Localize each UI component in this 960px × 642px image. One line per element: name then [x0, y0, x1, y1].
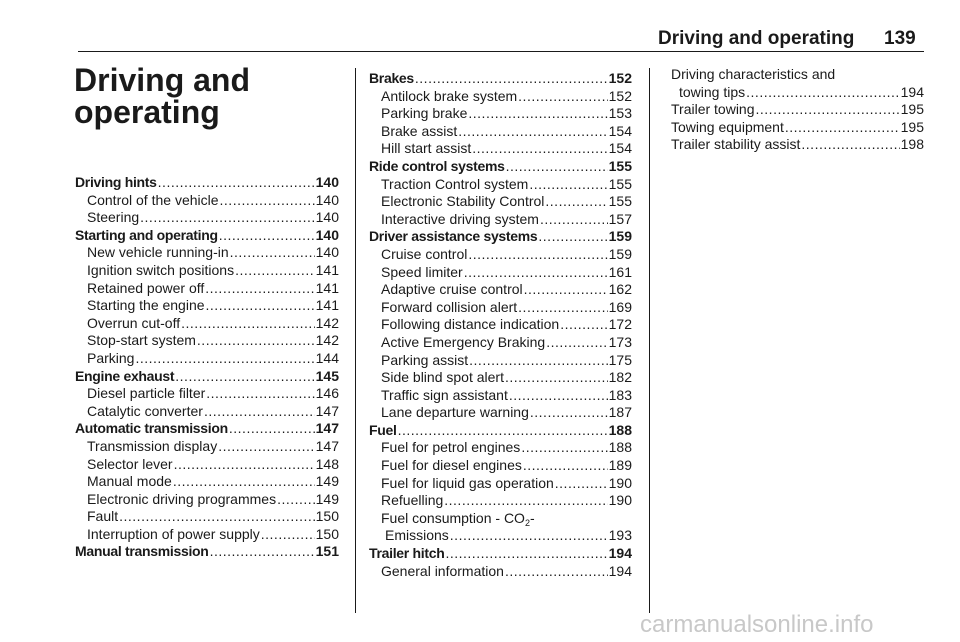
toc-entry-wrapped — [369, 510, 632, 528]
toc-leader-dots — [444, 492, 607, 510]
toc-entry-title: Starting the engine — [87, 297, 205, 314]
toc-leader-dots — [529, 176, 607, 194]
toc-entry-title: Interactive driving system — [381, 210, 539, 227]
toc-entry-title: Parking — [87, 349, 135, 366]
toc-entry-page: 173 — [608, 333, 632, 350]
toc-entry[interactable] — [75, 403, 339, 421]
toc-entry-page: 157 — [608, 210, 632, 227]
toc-entry-page: 194 — [608, 562, 632, 579]
toc-entry-title: Lane departure warning — [381, 404, 529, 421]
toc-leader-dots — [229, 420, 315, 438]
toc-entry[interactable] — [369, 457, 632, 475]
toc-entry-page: 159 — [608, 228, 632, 245]
toc-entry-title: Interruption of power supply — [87, 525, 260, 542]
toc-entry[interactable] — [369, 563, 632, 581]
toc-leader-dots — [175, 368, 314, 386]
toc-leader-dots — [509, 387, 608, 405]
toc-entry-page: 189 — [608, 457, 632, 474]
toc-entry-title: Cruise control — [381, 245, 468, 262]
toc-leader-dots — [415, 70, 608, 88]
toc-section-entry[interactable] — [369, 228, 632, 246]
toc-leader-dots — [540, 211, 608, 229]
toc-entry[interactable] — [671, 136, 924, 154]
toc-entry[interactable] — [671, 119, 924, 137]
toc-entry-page: 147 — [315, 437, 339, 454]
toc-entry[interactable] — [369, 281, 632, 299]
toc-entry-page: 182 — [608, 369, 632, 386]
toc-entry-page: 149 — [315, 490, 339, 507]
toc-entry-page: 153 — [608, 105, 632, 122]
toc-column-2 — [369, 70, 632, 580]
toc-entry-page: 195 — [900, 118, 924, 135]
toc-entry-page: 147 — [315, 402, 339, 419]
toc-entry-title: Brakes — [369, 70, 414, 86]
chapter-title-line-1: Driving and — [74, 62, 251, 98]
toc-entry-title: Diesel particle filter — [87, 385, 206, 402]
toc-entry[interactable] — [75, 385, 339, 403]
toc-entry[interactable] — [75, 456, 339, 474]
toc-entry-page: 150 — [315, 508, 339, 525]
toc-entry-page: 149 — [315, 473, 339, 490]
toc-leader-dots — [464, 264, 608, 282]
toc-entry[interactable] — [369, 176, 632, 194]
toc-entry-title: Speed limiter — [381, 263, 463, 280]
toc-entry[interactable] — [369, 246, 632, 264]
toc-entry[interactable] — [75, 297, 339, 315]
toc-entry[interactable] — [369, 404, 632, 422]
toc-entry-page: 150 — [315, 525, 339, 542]
toc-entry-title: Towing equipment — [671, 118, 784, 135]
toc-leader-dots — [450, 527, 608, 545]
toc-entry-page: 195 — [900, 101, 924, 118]
toc-entry-page: 159 — [608, 245, 632, 262]
toc-entry[interactable] — [671, 84, 924, 102]
toc-entry-title: Transmission display — [87, 437, 218, 454]
toc-leader-dots — [785, 119, 900, 137]
chapter-title — [74, 64, 344, 128]
toc-entry-page: 194 — [900, 83, 924, 100]
toc-leader-dots — [801, 136, 899, 154]
toc-entry-page: 155 — [608, 157, 632, 174]
toc-entry-page: 140 — [315, 244, 339, 261]
toc-entry[interactable] — [671, 101, 924, 119]
toc-leader-dots — [518, 88, 607, 106]
toc-entry-page: 144 — [315, 349, 339, 366]
toc-entry[interactable] — [369, 105, 632, 123]
toc-leader-dots — [218, 438, 314, 456]
toc-entry-title: Parking brake — [381, 105, 468, 122]
toc-entry-page: 190 — [608, 474, 632, 491]
toc-entry-page: 155 — [608, 193, 632, 210]
toc-entry-title: Refuelling — [381, 492, 444, 509]
toc-leader-dots — [538, 228, 607, 246]
toc-entry-page: 152 — [608, 87, 632, 104]
toc-leader-dots — [205, 280, 314, 298]
toc-entry-title: Manual transmission — [75, 543, 209, 560]
toc-entry[interactable] — [369, 334, 632, 352]
toc-leader-dots — [530, 404, 608, 422]
toc-leader-dots — [235, 262, 315, 280]
toc-entry-title: Trailer towing — [671, 101, 755, 118]
toc-entry-page: 145 — [315, 367, 339, 384]
toc-entry[interactable] — [75, 526, 339, 544]
toc-entry[interactable] — [75, 315, 339, 333]
toc-entry-page: 142 — [315, 332, 339, 349]
toc-entry-title: Steering — [87, 209, 140, 226]
toc-leader-dots — [398, 422, 608, 440]
toc-leader-dots — [277, 491, 315, 509]
toc-section-entry[interactable] — [369, 70, 632, 88]
column-divider-1 — [355, 68, 356, 613]
toc-entry[interactable] — [369, 527, 632, 545]
toc-leader-dots — [472, 140, 607, 158]
toc-entry-title: Control of the vehicle — [87, 191, 219, 208]
toc-section-entry[interactable] — [75, 368, 339, 386]
header-page-number: 139 — [884, 28, 916, 49]
toc-entry-title: General information — [381, 562, 504, 579]
toc-entry-page: 188 — [608, 421, 632, 438]
toc-leader-dots — [506, 158, 608, 176]
toc-entry-title: Ride control systems — [369, 157, 505, 174]
toc-entry[interactable] — [75, 508, 339, 526]
toc-leader-dots — [521, 439, 607, 457]
toc-entry-page: 140 — [315, 226, 339, 243]
toc-entry[interactable] — [75, 262, 339, 280]
toc-entry-title: Retained power off — [87, 279, 205, 296]
toc-entry-title: Forward collision alert — [381, 298, 518, 315]
toc-entry-title: Driving characteristics and — [671, 66, 836, 82]
toc-leader-dots — [220, 192, 315, 210]
toc-entry-title: Active Emergency Braking — [381, 333, 546, 350]
toc-entry-page: 152 — [608, 70, 632, 86]
toc-leader-dots — [204, 403, 315, 421]
toc-leader-dots — [505, 369, 608, 387]
toc-entry-page: 161 — [608, 263, 632, 280]
toc-leader-dots — [523, 457, 608, 475]
toc-entry[interactable] — [75, 438, 339, 456]
toc-leader-dots — [545, 193, 607, 211]
toc-entry-page: 172 — [608, 316, 632, 333]
toc-entry-title: Fuel — [369, 421, 397, 438]
toc-entry-title: Parking assist — [381, 351, 469, 368]
toc-entry[interactable] — [369, 475, 632, 493]
toc-entry[interactable] — [369, 369, 632, 387]
toc-leader-dots — [181, 315, 315, 333]
toc-entry[interactable] — [369, 387, 632, 405]
toc-entry[interactable] — [369, 316, 632, 334]
toc-leader-dots — [219, 227, 315, 245]
toc-entry-title: Selector lever — [87, 455, 173, 472]
toc-entry-wrapped — [671, 66, 924, 84]
toc-leader-dots — [468, 246, 607, 264]
toc-entry-page: 147 — [315, 420, 339, 437]
toc-entry-page: 183 — [608, 386, 632, 403]
toc-leader-dots — [140, 209, 314, 227]
toc-entry-title: Adaptive cruise control — [381, 281, 523, 298]
header-title: Driving and operating — [658, 28, 855, 49]
toc-entry-title: Overrun cut-off — [87, 314, 181, 331]
toc-entry-page: 193 — [608, 527, 632, 544]
toc-entry[interactable] — [75, 244, 339, 262]
toc-column-3 — [671, 66, 924, 154]
toc-leader-dots — [173, 473, 315, 491]
toc-entry-title: Starting and operating — [75, 226, 218, 243]
toc-entry[interactable] — [75, 350, 339, 368]
toc-entry-page: 141 — [315, 297, 339, 314]
toc-section-entry[interactable] — [369, 158, 632, 176]
toc-leader-dots — [119, 508, 315, 526]
toc-column-1 — [75, 174, 339, 561]
toc-entry-page: 188 — [608, 439, 632, 456]
toc-entry-page: 148 — [315, 455, 339, 472]
toc-entry-title: Antilock brake system — [381, 87, 518, 104]
toc-entry-page: 175 — [608, 351, 632, 368]
column-divider-2 — [649, 68, 650, 613]
toc-entry-title: Fuel for liquid gas operation — [381, 474, 554, 491]
toc-entry[interactable] — [369, 299, 632, 317]
toc-section-entry[interactable] — [369, 422, 632, 440]
toc-entry-title: Emissions — [385, 527, 449, 544]
toc-entry-page: 140 — [315, 191, 339, 208]
toc-entry[interactable] — [369, 264, 632, 282]
toc-entry[interactable] — [369, 193, 632, 211]
toc-entry-title: Catalytic converter — [87, 402, 203, 419]
toc-entry[interactable] — [369, 123, 632, 141]
toc-entry-title: Fuel for diesel engines — [381, 457, 522, 474]
toc-entry[interactable] — [369, 492, 632, 510]
toc-entry-page: 146 — [315, 385, 339, 402]
toc-entry-page: 142 — [315, 314, 339, 331]
header-rule — [78, 51, 924, 52]
toc-leader-dots — [158, 174, 315, 192]
toc-entry-title: Electronic driving programmes — [87, 490, 277, 507]
toc-entry[interactable] — [75, 192, 339, 210]
toc-leader-dots — [468, 105, 607, 123]
co2-suffix: - — [529, 509, 535, 526]
toc-entry-title: Trailer stability assist — [671, 136, 801, 153]
toc-leader-dots — [469, 352, 607, 370]
toc-leader-dots — [756, 101, 900, 119]
toc-entry-title: Traffic sign assistant — [381, 386, 508, 403]
toc-entry-title: Manual mode — [87, 473, 172, 490]
toc-entry-page: 190 — [608, 492, 632, 509]
toc-entry[interactable] — [75, 209, 339, 227]
toc-entry-title: Driving hints — [75, 174, 157, 190]
toc-entry[interactable] — [369, 439, 632, 457]
toc-section-entry[interactable] — [75, 420, 339, 438]
toc-leader-dots — [524, 281, 608, 299]
toc-entry-page: 140 — [315, 174, 339, 190]
toc-entry[interactable] — [369, 140, 632, 158]
toc-entry-title: Following distance indication — [381, 316, 560, 333]
toc-entry[interactable] — [75, 491, 339, 509]
toc-entry-page: 140 — [315, 209, 339, 226]
toc-leader-dots — [174, 456, 315, 474]
toc-entry-title: Fault — [87, 508, 119, 525]
toc-entry-title: Automatic transmission — [75, 420, 228, 437]
toc-entry-page: 169 — [608, 298, 632, 315]
toc-leader-dots — [197, 332, 315, 350]
toc-leader-dots — [206, 297, 315, 315]
toc-entry-page: 155 — [608, 175, 632, 192]
toc-entry[interactable] — [369, 88, 632, 106]
toc-entry-title: Driver assistance systems — [369, 228, 538, 245]
toc-entry-title: Electronic Stability Control — [381, 193, 545, 210]
toc-entry[interactable] — [75, 473, 339, 491]
toc-leader-dots — [135, 350, 314, 368]
toc-leader-dots — [546, 334, 607, 352]
toc-entry-title: Engine exhaust — [75, 367, 175, 384]
toc-entry-title: New vehicle running-in — [87, 244, 229, 261]
toc-entry-page: 154 — [608, 122, 632, 139]
toc-entry-title: Traction Control system — [381, 175, 529, 192]
toc-entry[interactable] — [369, 352, 632, 370]
toc-entry-title: Brake assist — [381, 122, 458, 139]
chapter-title-line-2: operating — [74, 94, 220, 130]
toc-section-entry[interactable] — [369, 545, 632, 563]
toc-entry[interactable] — [75, 280, 339, 298]
toc-entry-title: Stop-start system — [87, 332, 196, 349]
toc-entry[interactable] — [369, 211, 632, 229]
toc-leader-dots — [505, 563, 608, 581]
watermark: carmanualsonline.info — [640, 611, 874, 638]
toc-entry-page: 154 — [608, 140, 632, 157]
toc-entry-page: 198 — [900, 136, 924, 153]
toc-leader-dots — [458, 123, 607, 141]
toc-section-entry[interactable] — [75, 174, 339, 192]
toc-entry-title: Fuel for petrol engines — [381, 439, 521, 456]
toc-entry-title: Side blind spot alert — [381, 369, 504, 386]
toc-entry-page: 141 — [315, 261, 339, 278]
toc-entry-page: 187 — [608, 404, 632, 421]
toc-entry-page: 162 — [608, 281, 632, 298]
toc-leader-dots — [518, 299, 607, 317]
toc-entry-title: Ignition switch positions — [87, 261, 235, 278]
toc-entry-page: 194 — [608, 545, 632, 562]
toc-entry-page: 151 — [315, 543, 339, 560]
toc-leader-dots — [560, 316, 607, 334]
toc-leader-dots — [210, 543, 315, 561]
toc-entry[interactable] — [75, 332, 339, 350]
toc-leader-dots — [230, 244, 315, 262]
toc-leader-dots — [445, 545, 607, 563]
toc-entry-title: Fuel consumption - CO — [381, 509, 525, 526]
toc-section-entry[interactable] — [75, 543, 339, 561]
toc-entry-title: towing tips — [679, 83, 746, 100]
toc-leader-dots — [206, 385, 314, 403]
toc-leader-dots — [746, 84, 899, 102]
toc-entry-page: 141 — [315, 279, 339, 296]
toc-leader-dots — [555, 475, 608, 493]
toc-entry-title: Trailer hitch — [369, 545, 445, 562]
page-header — [0, 0, 960, 52]
toc-section-entry[interactable] — [75, 227, 339, 245]
co2-subscript: 2 — [524, 517, 530, 528]
toc-leader-dots — [261, 526, 315, 544]
toc-entry-title: Hill start assist — [381, 140, 472, 157]
